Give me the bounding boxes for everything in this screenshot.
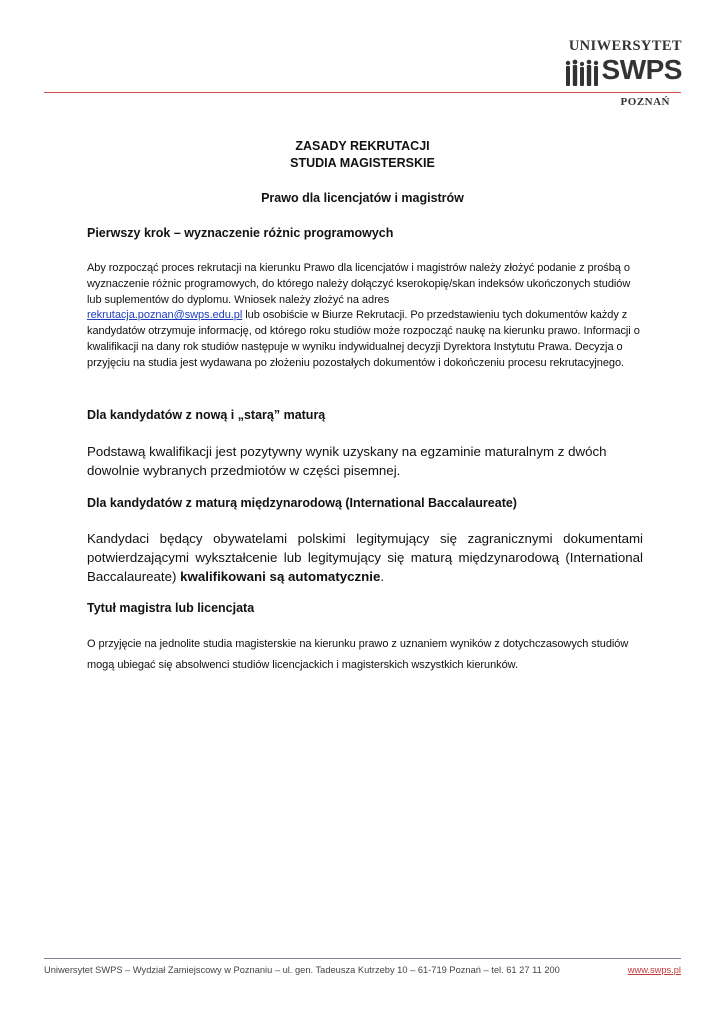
title-line-1: ZASADY REKRUTACJI — [295, 139, 430, 153]
heading-matura: Dla kandydatów z nową i „starą” maturą — [87, 408, 326, 422]
header-divider — [44, 92, 681, 93]
heading-degree: Tytuł magistra lub licencjata — [87, 601, 255, 615]
first-step-text-cont: lub osobiście w Biurze Rekrutacji. Po przedstawieniu tych dokumentów każdy z kandydatów otrzymuje informację, od którego roku studiów może rozpocząć naukę na kierunku prawo. Informacji o kwalifikacji na dany rok studiów następuje w wyniku indywidualnej decyzji Dyrektora Instytutu Prawa. Decyzja o przyjęciu na studia jest wydawana po złożeniu pozostałych dokumentów i dokończeniu procesu rekrutacyjnego. — [87, 309, 640, 369]
footer-address: Uniwersytet SWPS – Wydział Zamiejscowy w Poznaniu – ul. gen. Tadeusza Kutrzeby 10 – 61-719 Poznań – tel. 61 27 11 200 — [44, 965, 560, 975]
paragraph-degree: O przyjęcie na jednolite studia magisterskie na kierunku prawo z uznaniem wyników z dotychczasowych studiów mogą ubiegać się absolwenci studiów licencjackich i magisterskich wszystkich kierunków. — [87, 638, 629, 671]
heading-international-baccalaureate: Dla kandydatów z maturą międzynarodową (International Baccalaureate) — [87, 496, 517, 510]
ib-text: Kandydaci będący obywatelami polskimi legitymujący się zagranicznymi dokumentami potwierdzającymi wykształcenie lub legitymujący się maturą międzynarodową (International Baccalaureate) — [87, 531, 643, 584]
heading-first-step: Pierwszy krok – wyznaczenie różnic programowych — [87, 226, 394, 240]
first-step-text: Aby rozpocząć proces rekrutacji na kierunku Prawo dla licencjatów i magistrów należy złożyć podanie z prośbą o wyznaczenie różnic programowych, do którego należy dołączyć kserokopię/skan indeksów ukończonych studiów lub suplementów do dyplomu. Wniosek należy złożyć na adres — [87, 262, 631, 306]
logo-swps-text: SWPS — [601, 54, 682, 85]
program-name: Prawo dla licencjatów i magistrów — [261, 191, 464, 205]
paragraph-first-step — [87, 261, 643, 372]
ib-text-bold: kwalifikowani są automatycznie — [180, 569, 381, 584]
footer-divider — [44, 958, 681, 959]
paragraph-matura: Podstawą kwalifikacji jest pozytywny wynik uzyskany na egzaminie maturalnym z dwóch dowolnie wybranych przedmiotów w części pisemnej. — [87, 444, 607, 478]
document-title — [44, 138, 681, 172]
ib-text-end: . — [380, 569, 385, 584]
people-silhouettes-icon — [564, 58, 604, 88]
logo-university-text: UNIWERSYTET — [568, 38, 682, 54]
footer-website-link[interactable]: www.swps.pl — [627, 965, 681, 975]
title-line-2: STUDIA MAGISTERSKIE — [290, 156, 435, 170]
paragraph-international-baccalaureate — [87, 529, 643, 586]
logo-city-text: POZNAŃ — [620, 96, 670, 108]
recruitment-email-link[interactable]: rekrutacja.poznan@swps.edu.pl — [87, 309, 243, 322]
university-logo — [560, 38, 682, 110]
